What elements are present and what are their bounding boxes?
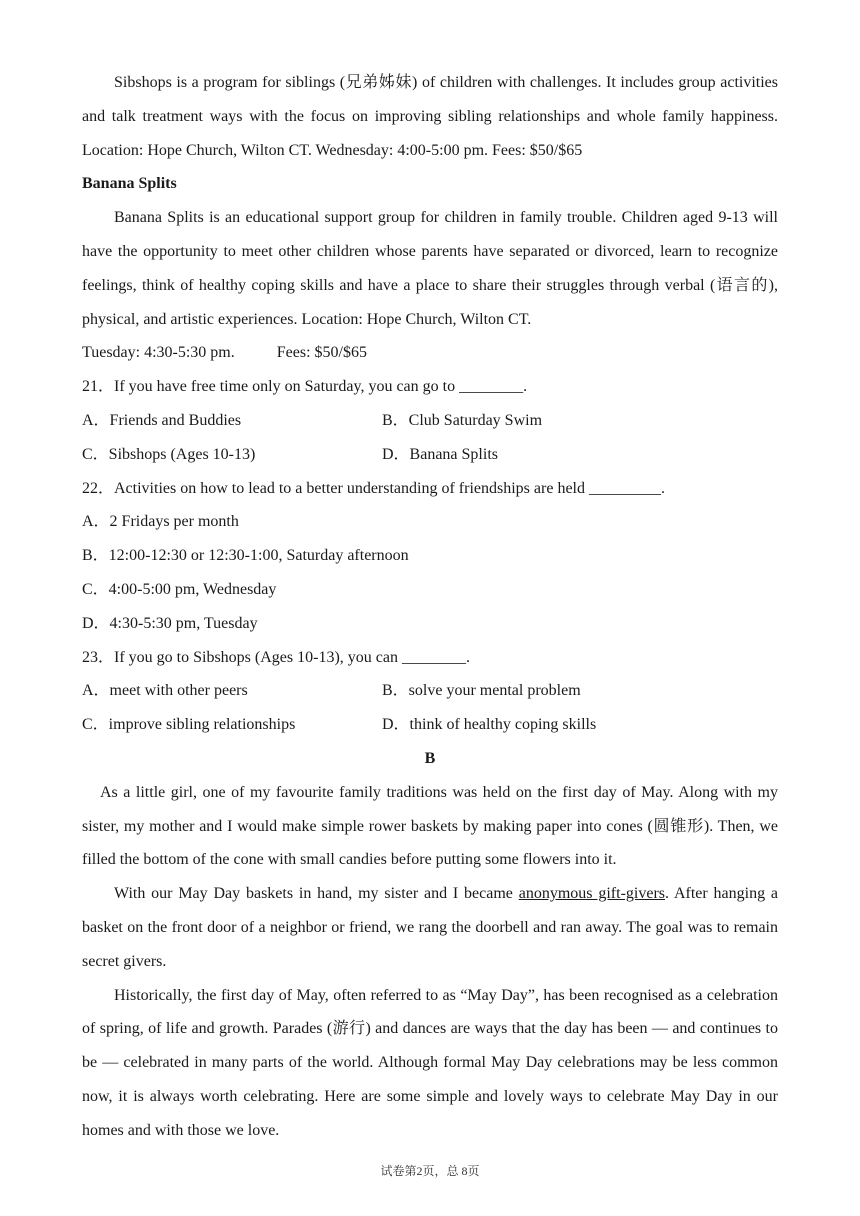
- banana-splits-schedule: [82, 336, 778, 370]
- question-21-stem: 21．If you have free time only on Saturday, you can go to ________.: [82, 378, 528, 396]
- question-22-option-a: A．2 Fridays per month: [82, 513, 239, 531]
- question-21-option-d: D．Banana Splits: [382, 445, 498, 463]
- question-21-options-row-2: [82, 438, 778, 472]
- question-23-option-c: C．improve sibling relationships: [82, 716, 296, 734]
- document-page: [82, 66, 778, 1148]
- question-23-options-row-2: [82, 708, 778, 742]
- question-22-option-c: C．4:00-5:00 pm, Wednesday: [82, 580, 277, 598]
- question-21-option-b: B．Club Saturday Swim: [382, 411, 543, 429]
- banana-splits-heading: Banana Splits: [82, 175, 177, 193]
- section-b-paragraph-2-end: . After hanging a basket on the front door of a neighbor or friend, we rang the doorbell and ran away. The goal was to remain secret givers.: [82, 885, 779, 970]
- question-21-option-a: A．Friends and Buddies: [82, 411, 242, 429]
- sibshops-paragraph: Sibshops is a program for siblings (兄弟姊妹) of children with challenges. It includes group activities and talk treatment ways with the focus on improving sibling relationships and whole family happiness. Location: Hope Church, Wilton CT. Wednesday: 4:00-5:00 pm. Fees: $50/$65: [82, 74, 778, 159]
- section-b-paragraph-1: As a little girl, one of my favourite family traditions was held on the first day of May. Along with my sister, my mother and I would make simple rower baskets by making paper into cones (圆锥形). Then, we filled the bottom of the cone with small candies before putting some flowers into it.: [82, 783, 778, 869]
- section-b-paragraph-3: Historically, the first day of May, often referred to as “May Day”, has been recognised as a celebration of spring, of life and growth. Parades (游行) and dances are ways that the day has been — and continues to be — celebrated in many parts of the world. Although formal May Day celebrations may be less common now, it is always worth celebrating. Here are some simple and lovely ways to celebrate May Day in our homes and with those we love.: [82, 986, 778, 1139]
- underlined-phrase: anonymous gift-givers: [518, 885, 665, 903]
- question-21-options-row-1: [82, 404, 778, 438]
- section-b-paragraph-2: [82, 877, 778, 978]
- section-b-paragraph-2-start: With our May Day baskets in hand, my sister and I became: [114, 885, 519, 903]
- banana-splits-fees: Fees: $50/$65: [276, 344, 367, 362]
- page-footer: 试卷第2页，总 8页: [380, 1164, 480, 1178]
- banana-splits-paragraph: Banana Splits is an educational support group for children in family trouble. Children aged 9-13 will have the opportunity to meet other children whose parents have separated or divorced, learn to recognize feelings, think of healthy coping skills and have a place to share their struggles through verbal (语言的), physical, and artistic experiences. Location: Hope Church, Wilton CT.: [82, 209, 778, 328]
- question-23-option-a: A．meet with other peers: [82, 682, 248, 700]
- question-22-option-d: D．4:30-5:30 pm, Tuesday: [82, 614, 258, 632]
- question-21-option-c: C．Sibshops (Ages 10-13): [82, 445, 256, 463]
- question-22-option-b: B．12:00-12:30 or 12:30-1:00, Saturday afternoon: [82, 547, 409, 565]
- question-23-option-b: B．solve your mental problem: [382, 682, 581, 700]
- question-23-option-d: D．think of healthy coping skills: [382, 716, 597, 734]
- banana-splits-time: Tuesday: 4:30-5:30 pm.: [82, 344, 235, 362]
- question-23-stem: 23．If you go to Sibshops (Ages 10-13), you can ________.: [82, 648, 470, 666]
- section-b-label: B: [424, 749, 436, 767]
- question-23-options-row-1: [82, 674, 778, 708]
- question-22-stem: 22．Activities on how to lead to a better understanding of friendships are held _________.: [82, 479, 665, 497]
